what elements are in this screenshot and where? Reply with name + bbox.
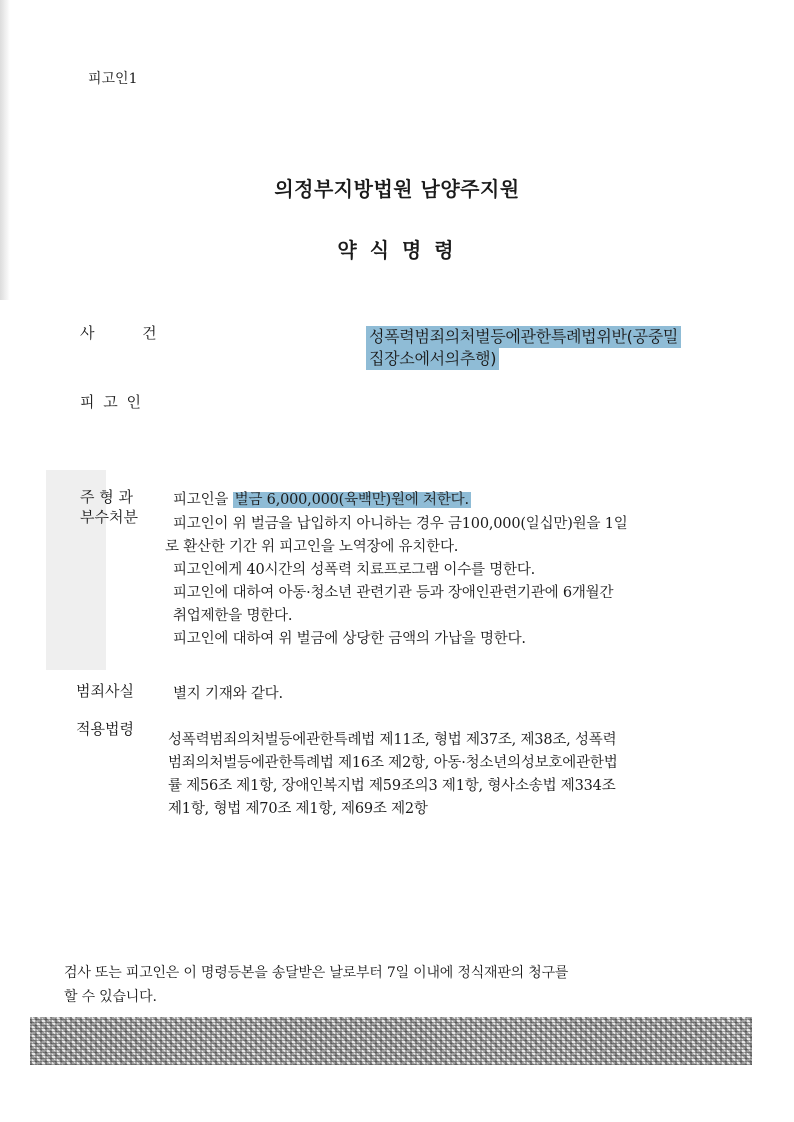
case-name-line2: 집장소에서의추행) [366,348,499,370]
court-name: 의정부지방법원 남양주지원 [274,177,520,201]
sentence-line1-prefix: 피고인을 [173,492,233,508]
laws-label: 적용법령 [76,720,134,738]
laws-line3: 률 제56조 제1항, 장애인복지법 제59조의3 제1항, 형사소송법 제334조 [168,778,616,794]
sentence-line6: 취업제한을 명한다. [173,608,293,624]
party-label: 피고인1 [88,71,138,87]
sentence-line7: 피고인에 대하여 위 벌금에 상당한 금액의 가납을 명한다. [173,631,526,647]
notice-line2: 할 수 있습니다. [64,989,157,1005]
sentence-line5: 피고인에 대하여 아동·청소년 관련기관 등과 장애인관련기관에 6개월간 [173,585,614,601]
case-name-line1: 성폭력범죄의처벌등에관한특례법위반(공중밀 [366,326,681,348]
sentence-label-line1: 주 형 과 [80,488,134,506]
defendant-label: 피 고 인 [80,393,144,411]
sentence-label-line2: 부수처분 [80,508,138,526]
facts-label: 범죄사실 [76,682,134,700]
case-label: 사 건 [80,324,157,342]
laws-line2: 범죄의처벌등에관한특례법 제16조 제2항, 아동·청소년의성보호에관한법 [168,755,618,771]
sentence-line2: 피고인이 위 벌금을 납입하지 아니하는 경우 금100,000(일십만)원을 1일 [173,516,628,532]
notice-line1: 검사 또는 피고인은 이 명령등본을 송달받은 날로부터 7일 이내에 정식재판의 청구를 [64,965,569,981]
scan-noise-strip [30,1017,752,1065]
sentence-fine-highlight: 벌금 6,000,000(육백만)원에 처한다. [234,492,469,508]
laws-line1: 성폭력범죄의처벌등에관한특례법 제11조, 형법 제37조, 제38조, 성폭력 [168,732,617,748]
facts-text: 별지 기재와 같다. [173,686,283,702]
laws-line4: 제1항, 형법 제70조 제1항, 제69조 제2항 [168,801,428,817]
sentence-line3: 로 환산한 기간 위 피고인을 노역장에 유치한다. [165,539,459,555]
document-title: 약 식 명 령 [337,238,457,262]
sentence-line4: 피고인에게 40시간의 성폭력 치료프로그램 이수를 명한다. [173,562,536,578]
